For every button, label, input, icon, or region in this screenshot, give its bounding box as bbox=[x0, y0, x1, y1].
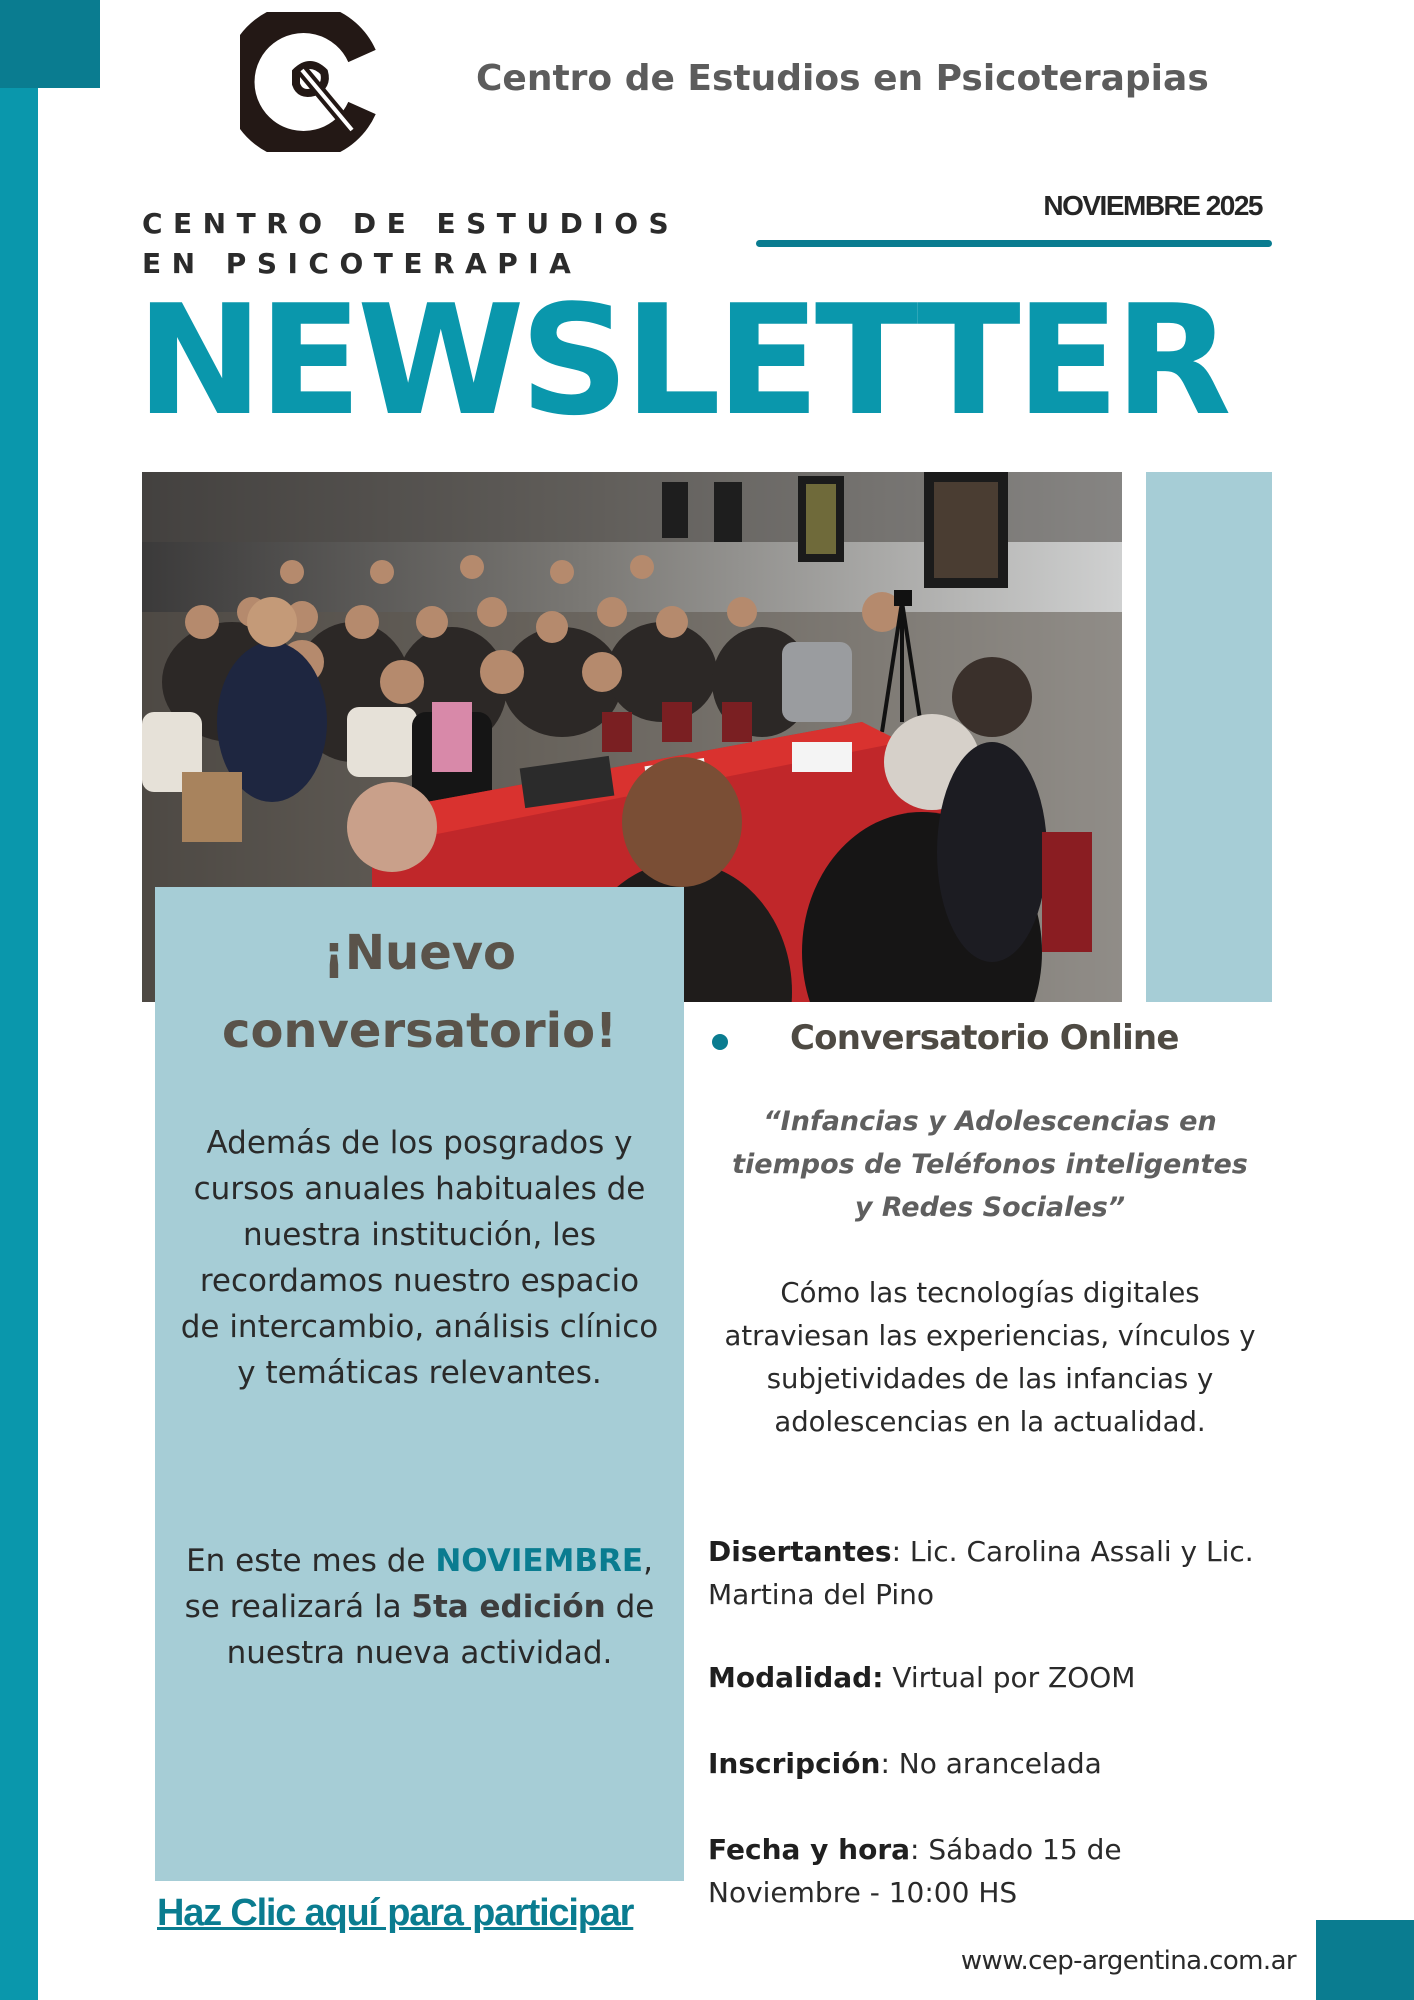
detail-value: No arancelada bbox=[898, 1747, 1102, 1780]
card-month: NOVIEMBRE bbox=[435, 1543, 644, 1579]
bullet-icon bbox=[712, 1034, 728, 1050]
issue-date: NOVIEMBRE 2025 bbox=[1043, 190, 1262, 221]
detail-label: Modalidad: bbox=[708, 1661, 884, 1694]
detail-label: Inscripción bbox=[708, 1747, 881, 1780]
event-quote: “Infancias y Adolescencias en tiempos de Teléfonos inteligentes y Redes Sociales” bbox=[732, 1106, 1248, 1223]
detail-sep: : bbox=[891, 1535, 910, 1568]
side-panel bbox=[1146, 472, 1272, 1002]
detail-registration bbox=[708, 1742, 1268, 1785]
card-p2-a: En este mes de bbox=[186, 1543, 436, 1579]
website-link[interactable]: www.cep-argentina.com.ar bbox=[960, 1946, 1296, 1976]
date-rule bbox=[756, 240, 1272, 247]
detail-value: Virtual por ZOOM bbox=[892, 1661, 1136, 1694]
detail-sep: : bbox=[880, 1747, 899, 1780]
card-body: Además de los posgrados y cursos anuales habituales de nuestra institución, les recordamos nuestro espacio de intercambio, análisis clínico y temáticas relevantes. bbox=[180, 1125, 659, 1391]
org-name: Centro de Estudios en Psicoterapias bbox=[476, 58, 1209, 99]
corner-block-bottom bbox=[1316, 1920, 1414, 2000]
detail-sep bbox=[883, 1661, 892, 1694]
detail-label: Disertantes bbox=[708, 1535, 892, 1568]
detail-value: Sábado 15 de Noviembre - 10:00 HS bbox=[708, 1833, 1122, 1909]
participate-link[interactable]: Haz Clic aquí para participar bbox=[157, 1892, 634, 1934]
card-title: ¡Nuevo conversatorio! bbox=[222, 925, 617, 1059]
card-p2-b: , se realizará la bbox=[184, 1543, 653, 1625]
detail-modality bbox=[708, 1656, 1268, 1699]
card-paragraph-2 bbox=[180, 1538, 659, 1676]
newsletter-headline: NEWSLETTER bbox=[136, 272, 1227, 449]
detail-value: Lic. Carolina Assali y Lic. Martina del Pino bbox=[708, 1535, 1254, 1611]
card-edition: 5ta edición bbox=[411, 1589, 606, 1625]
kicker-line-1: CENTRO DE ESTUDIOS bbox=[142, 207, 680, 240]
corner-block-top bbox=[0, 0, 100, 88]
kicker-line-2: EN PSICOTERAPIA bbox=[142, 247, 582, 280]
detail-label: Fecha y hora bbox=[708, 1833, 911, 1866]
card-p2-c: de nuestra nueva actividad. bbox=[226, 1589, 655, 1671]
cep-logo-icon bbox=[240, 12, 380, 152]
event-description: Cómo las tecnologías digitales atraviesan las experiencias, vínculos y subjetividades de las infancias y adolescencias en la actualidad. bbox=[724, 1277, 1256, 1438]
event-title: Conversatorio Online bbox=[790, 1018, 1179, 1058]
detail-speakers bbox=[708, 1530, 1268, 1616]
detail-datetime bbox=[708, 1828, 1268, 1914]
left-accent-bar bbox=[0, 0, 38, 2000]
detail-sep: : bbox=[910, 1833, 929, 1866]
